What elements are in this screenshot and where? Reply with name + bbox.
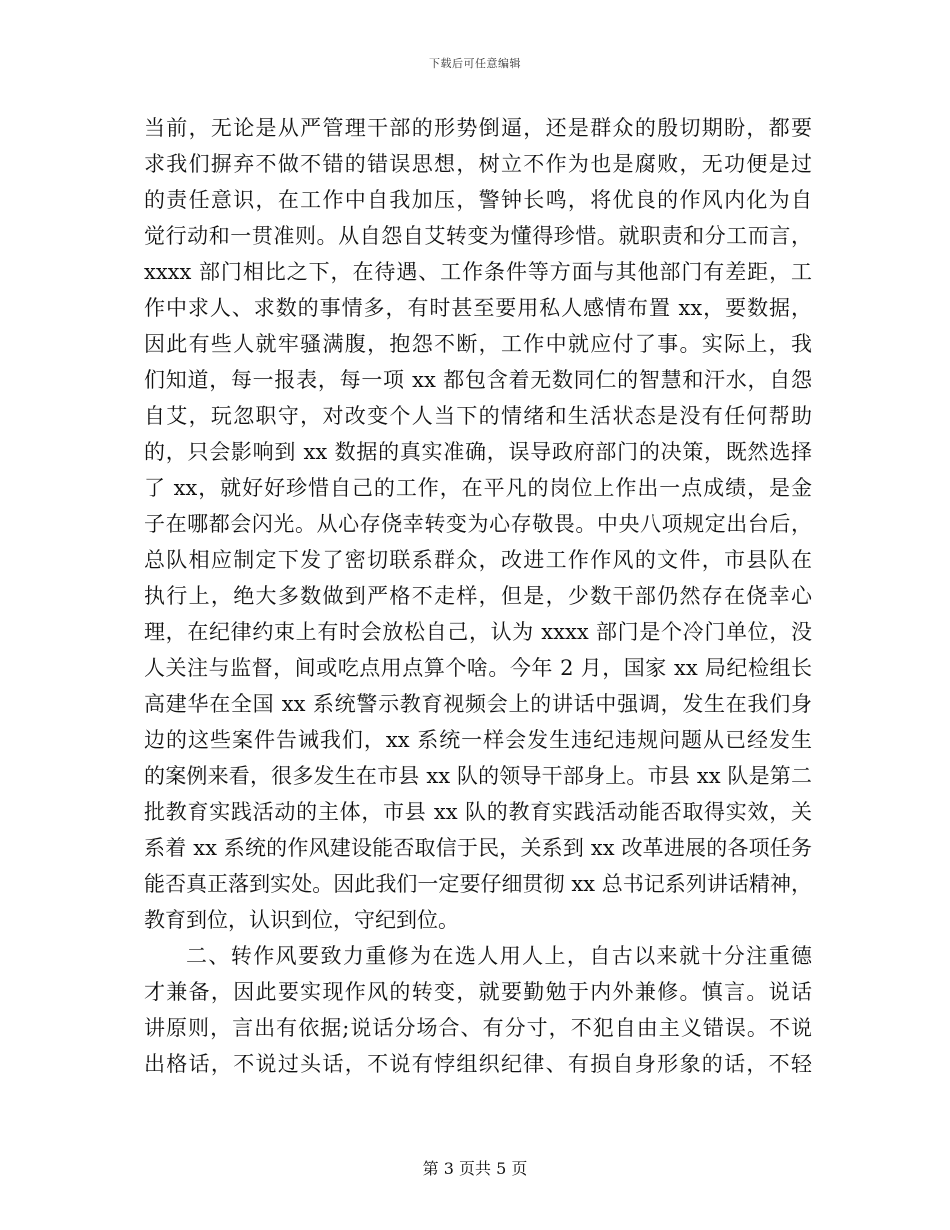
- text-line: 能否真正落到实处。因此我们一定要仔细贯彻 xx 总书记系列讲话精神，: [144, 872, 812, 896]
- text-line: 们知道，每一报表，每一项 xx 都包含着无数同仁的智慧和汗水，自怨: [144, 368, 812, 392]
- text-line: 高建华在全国 xx 系统警示教育视频会上的讲话中强调，发生在我们身: [144, 692, 812, 716]
- text-line: 总队相应制定下发了密切联系群众，改进工作作风的文件，市县队在: [144, 548, 812, 572]
- text-line: 了 xx，就好好珍惜自己的工作，在平凡的岗位上作出一点成绩，是金: [144, 476, 812, 500]
- header-note: 下载后可任意编辑: [429, 57, 521, 70]
- text-line: 当前，无论是从严管理干部的形势倒逼，还是群众的殷切期盼，都要: [144, 116, 812, 140]
- paragraph-end-line: 教育到位，认识到位，守纪到位。: [144, 908, 459, 932]
- text-line: 求我们摒弃不做不错的错误思想，树立不作为也是腐败，无功便是过: [144, 152, 812, 176]
- text-line: 自艾，玩忽职守，对改变个人当下的情绪和生活状态是没有任何帮助: [144, 404, 812, 428]
- text-line: 边的这些案件告诫我们，xx 系统一样会发生违纪违规问题从已经发生: [144, 728, 812, 752]
- text-line: 因此有些人就牢骚满腹，抱怨不断，工作中就应付了事。实际上，我: [144, 332, 812, 356]
- text-line: 理，在纪律约束上有时会放松自己，认为 xxxx 部门是个冷门单位，没: [144, 620, 812, 644]
- text-line: 作中求人、求数的事情多，有时甚至要用私人感情布置 xx，要数据，: [144, 296, 812, 320]
- text-line: 出格话，不说过头话，不说有悖组织纪律、有损自身形象的话，不轻: [144, 1052, 812, 1076]
- paragraph-start-line: 二、转作风要致力重修为在选人用人上，自古以来就十分注重德: [186, 944, 812, 968]
- text-line: 执行上，绝大多数做到严格不走样，但是，少数干部仍然存在侥幸心: [144, 584, 812, 608]
- text-line: 的，只会影响到 xx 数据的真实准确，误导政府部门的决策，既然选择: [144, 440, 812, 464]
- text-line: 的责任意识，在工作中自我加压，警钟长鸣，将优良的作风内化为自: [144, 188, 812, 212]
- text-line: xxxx 部门相比之下，在待遇、工作条件等方面与其他部门有差距，工: [144, 260, 812, 284]
- text-line: 的案例来看，很多发生在市县 xx 队的领导干部身上。市县 xx 队是第二: [144, 764, 812, 788]
- text-line: 才兼备，因此要实现作风的转变，就要勤勉于内外兼修。慎言。说话: [144, 980, 812, 1004]
- text-line: 讲原则，言出有依据;说话分场合、有分寸，不犯自由主义错误。不说: [144, 1016, 812, 1040]
- text-line: 批教育实践活动的主体，市县 xx 队的教育实践活动能否取得实效，关: [144, 800, 812, 824]
- text-line: 系着 xx 系统的作风建设能否取信于民，关系到 xx 改革进展的各项任务: [144, 836, 812, 860]
- text-line: 人关注与监督，间或吃点用点算个啥。今年 2 月，国家 xx 局纪检组长: [144, 656, 812, 680]
- page-number: 第 3 页共 5 页: [422, 1159, 528, 1178]
- text-line: 子在哪都会闪光。从心存侥幸转变为心存敬畏。中央八项规定出台后，: [144, 512, 812, 536]
- body-text: [144, 110, 812, 1082]
- text-line: 觉行动和一贯准则。从自怨自艾转变为懂得珍惜。就职责和分工而言，: [144, 224, 812, 248]
